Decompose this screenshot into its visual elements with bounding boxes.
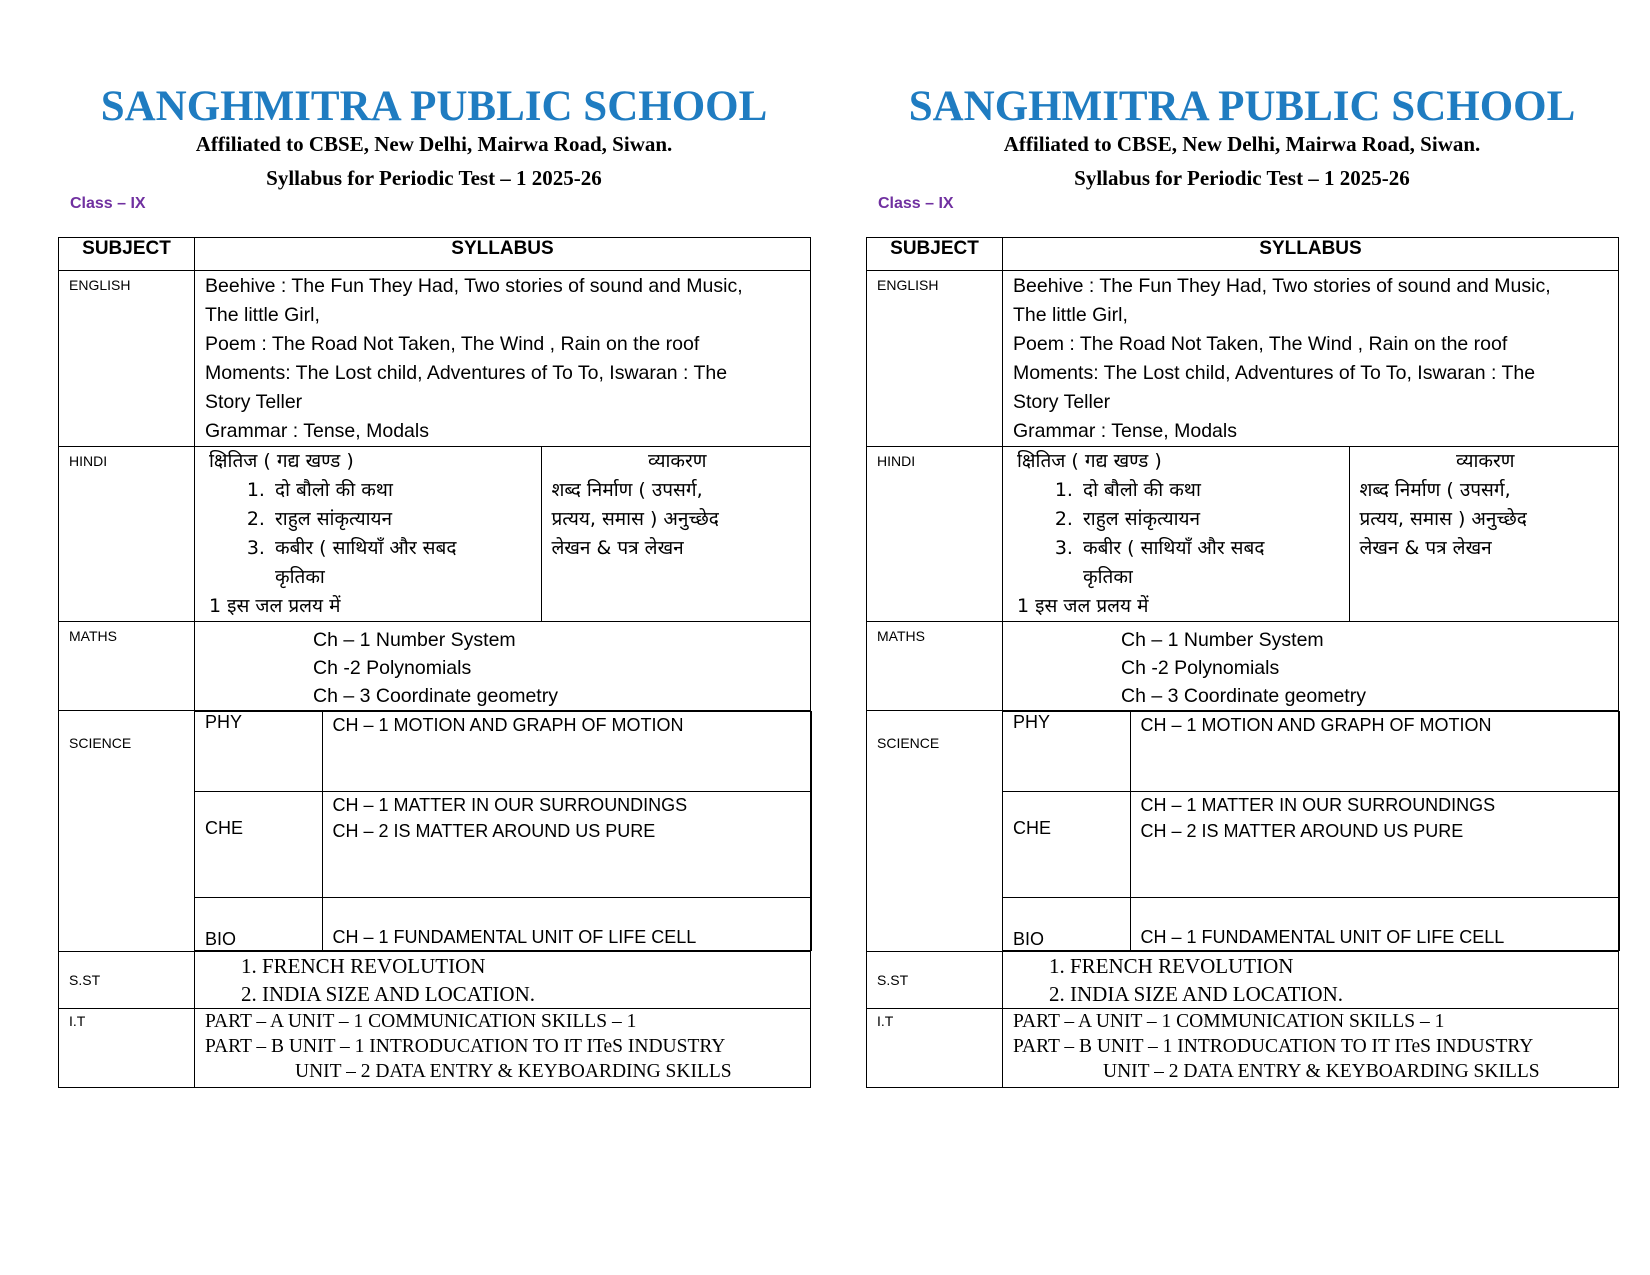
science-row	[59, 711, 811, 952]
test-title: Syllabus for Periodic Test – 1 2025-26	[266, 166, 602, 190]
sst-syllabus	[195, 952, 811, 1009]
hindi-kritika: कृतिका	[275, 566, 325, 588]
hindi-last-item: 1 इस जल प्रलय में	[209, 595, 341, 617]
hindi-grammar	[1349, 447, 1619, 621]
syllabus-column-header: SYLLABUS	[195, 238, 811, 271]
table-header-row	[59, 238, 811, 271]
hindi-grammar-line: शब्द निर्माण ( उपसर्ग,	[1359, 479, 1511, 501]
science-che-label: CHE	[1003, 792, 1130, 898]
science-che-line: CH – 1 MATTER IN OUR SURROUNDINGS	[332, 795, 688, 815]
hindi-chapter-list	[1017, 476, 1343, 563]
science-bio-syllabus: CH – 1 FUNDAMENTAL UNIT OF LIFE CELL	[322, 898, 811, 951]
it-row	[867, 1009, 1619, 1088]
subject-it: I.T	[59, 1009, 195, 1088]
maths-line: Ch – 3 Coordinate geometry	[1121, 685, 1366, 707]
syllabus-table	[58, 237, 811, 1088]
english-line: Moments: The Lost child, Adventures of To To, Iswaran : The	[1013, 362, 1536, 384]
hindi-grammar-title: व्याकरण	[647, 450, 707, 472]
science-bio-row	[195, 898, 811, 951]
science-phy-label: PHY	[195, 712, 322, 792]
science-bio-label: BIO	[1003, 898, 1130, 951]
it-row	[59, 1009, 811, 1088]
test-title: Syllabus for Periodic Test – 1 2025-26	[1074, 166, 1410, 190]
science-che-syllabus	[1130, 792, 1619, 898]
syllabus-column-header: SYLLABUS	[1003, 238, 1619, 271]
science-phy-row	[195, 712, 811, 792]
english-line: Beehive : The Fun They Had, Two stories of sound and Music,	[1013, 275, 1551, 297]
science-phy-label: PHY	[1003, 712, 1130, 792]
hindi-prose	[195, 447, 541, 621]
hindi-grammar-line: प्रत्यय, समास ) अनुच्छेद	[1359, 508, 1527, 530]
english-line: Moments: The Lost child, Adventures of To To, Iswaran : The	[205, 362, 728, 384]
sst-row	[867, 952, 1619, 1009]
hindi-grammar-line: लेखन & पत्र लेखन	[1359, 537, 1492, 559]
hindi-kritika: कृतिका	[1083, 566, 1133, 588]
school-name: SANGHMITRA PUBLIC SCHOOL	[100, 83, 768, 130]
hindi-syllabus	[1003, 447, 1619, 622]
it-line: PART – B UNIT – 1 INTRODUCATION TO IT ITeS INDUSTRY	[205, 1036, 726, 1057]
class-label: Class – IX	[70, 195, 146, 212]
it-line: UNIT – 2 DATA ENTRY & KEYBOARDING SKILLS	[295, 1061, 732, 1082]
english-line: Poem : The Road Not Taken, The Wind , Rain on the roof	[1013, 333, 1508, 355]
subject-it: I.T	[867, 1009, 1003, 1088]
affiliation-line: Affiliated to CBSE, New Delhi, Mairwa Road, Siwan.	[1003, 132, 1481, 156]
science-che-row	[195, 792, 811, 898]
hindi-last-item: 1 इस जल प्रलय में	[1017, 595, 1149, 617]
list-item: 2. राहुल सांकृत्यायन	[271, 505, 535, 534]
hindi-grammar-title: व्याकरण	[1455, 450, 1515, 472]
subject-english: ENGLISH	[867, 271, 1003, 447]
subject-column-header: SUBJECT	[59, 238, 195, 271]
english-line: Beehive : The Fun They Had, Two stories of sound and Music,	[205, 275, 743, 297]
list-item: 3. कबीर ( साथियाँ और सबद	[1079, 534, 1343, 563]
english-line: Story Teller	[205, 391, 303, 413]
english-line: The little Girl,	[1013, 304, 1128, 326]
science-row	[867, 711, 1619, 952]
hindi-inner-table	[195, 447, 811, 621]
english-line: Grammar : Tense, Modals	[205, 420, 429, 442]
english-line: Poem : The Road Not Taken, The Wind , Rain on the roof	[205, 333, 700, 355]
english-row	[59, 271, 811, 447]
maths-line: Ch – 1 Number System	[1121, 629, 1324, 651]
science-phy-syllabus: CH – 1 MOTION AND GRAPH OF MOTION	[322, 712, 811, 792]
hindi-kshitij: क्षितिज ( गद्य खण्ड )	[209, 450, 354, 472]
subject-sst: S.ST	[59, 952, 195, 1009]
science-bio-syllabus: CH – 1 FUNDAMENTAL UNIT OF LIFE CELL	[1130, 898, 1619, 951]
it-line: UNIT – 2 DATA ENTRY & KEYBOARDING SKILLS	[1103, 1061, 1540, 1082]
sst-line: 1. FRENCH REVOLUTION	[241, 954, 486, 978]
sst-row	[59, 952, 811, 1009]
hindi-grammar-line: शब्द निर्माण ( उपसर्ग,	[551, 479, 703, 501]
affiliation-line: Affiliated to CBSE, New Delhi, Mairwa Road, Siwan.	[195, 132, 673, 156]
hindi-grammar	[541, 447, 811, 621]
it-line: PART – A UNIT – 1 COMMUNICATION SKILLS – 1	[205, 1011, 637, 1032]
hindi-row	[59, 447, 811, 622]
sst-syllabus	[1003, 952, 1619, 1009]
hindi-chapter-list	[209, 476, 535, 563]
science-che-syllabus	[322, 792, 811, 898]
subject-english: ENGLISH	[59, 271, 195, 447]
subject-science: SCIENCE	[59, 711, 195, 952]
science-inner-table	[195, 711, 812, 951]
syllabus-table	[866, 237, 1619, 1088]
english-syllabus	[195, 271, 811, 447]
science-phy-row	[1003, 712, 1619, 792]
english-line: Grammar : Tense, Modals	[1013, 420, 1237, 442]
hindi-grammar-line: लेखन & पत्र लेखन	[551, 537, 684, 559]
hindi-prose	[1003, 447, 1349, 621]
subject-column-header: SUBJECT	[867, 238, 1003, 271]
science-syllabus	[1003, 711, 1619, 952]
science-bio-label: BIO	[195, 898, 322, 951]
maths-line: Ch -2 Polynomials	[1121, 657, 1280, 679]
list-item: 1. दो बौलो की कथा	[271, 476, 535, 505]
subject-hindi: HINDI	[867, 447, 1003, 622]
science-che-row	[1003, 792, 1619, 898]
class-label: Class – IX	[878, 195, 954, 212]
hindi-syllabus	[195, 447, 811, 622]
maths-line: Ch -2 Polynomials	[313, 657, 472, 679]
hindi-grammar-line: प्रत्यय, समास ) अनुच्छेद	[551, 508, 719, 530]
sst-line: 2. INDIA SIZE AND LOCATION.	[241, 982, 535, 1006]
subject-maths: MATHS	[867, 622, 1003, 711]
it-line: PART – B UNIT – 1 INTRODUCATION TO IT ITeS INDUSTRY	[1013, 1036, 1534, 1057]
english-line: Story Teller	[1013, 391, 1111, 413]
subject-science: SCIENCE	[867, 711, 1003, 952]
english-syllabus	[1003, 271, 1619, 447]
science-che-line: CH – 2 IS MATTER AROUND US PURE	[1140, 821, 1464, 841]
science-che-label: CHE	[195, 792, 322, 898]
it-line: PART – A UNIT – 1 COMMUNICATION SKILLS – 1	[1013, 1011, 1445, 1032]
hindi-kshitij: क्षितिज ( गद्य खण्ड )	[1017, 450, 1162, 472]
hindi-inner-table	[1003, 447, 1619, 621]
english-row	[867, 271, 1619, 447]
subject-sst: S.ST	[867, 952, 1003, 1009]
maths-syllabus	[1003, 622, 1619, 711]
list-item: 1. दो बौलो की कथा	[1079, 476, 1343, 505]
maths-line: Ch – 1 Number System	[313, 629, 516, 651]
science-phy-syllabus: CH – 1 MOTION AND GRAPH OF MOTION	[1130, 712, 1619, 792]
list-item: 2. राहुल सांकृत्यायन	[1079, 505, 1343, 534]
english-line: The little Girl,	[205, 304, 320, 326]
sst-line: 1. FRENCH REVOLUTION	[1049, 954, 1294, 978]
science-che-line: CH – 1 MATTER IN OUR SURROUNDINGS	[1140, 795, 1496, 815]
science-inner-table	[1003, 711, 1620, 951]
subject-hindi: HINDI	[59, 447, 195, 622]
it-syllabus	[1003, 1009, 1619, 1088]
table-header-row	[867, 238, 1619, 271]
science-syllabus	[195, 711, 811, 952]
sst-line: 2. INDIA SIZE AND LOCATION.	[1049, 982, 1343, 1006]
maths-row	[59, 622, 811, 711]
list-item: 3. कबीर ( साथियाँ और सबद	[271, 534, 535, 563]
science-bio-row	[1003, 898, 1619, 951]
science-che-line: CH – 2 IS MATTER AROUND US PURE	[332, 821, 656, 841]
it-syllabus	[195, 1009, 811, 1088]
subject-maths: MATHS	[59, 622, 195, 711]
maths-line: Ch – 3 Coordinate geometry	[313, 685, 558, 707]
maths-row	[867, 622, 1619, 711]
hindi-row	[867, 447, 1619, 622]
maths-syllabus	[195, 622, 811, 711]
school-name: SANGHMITRA PUBLIC SCHOOL	[908, 83, 1576, 130]
